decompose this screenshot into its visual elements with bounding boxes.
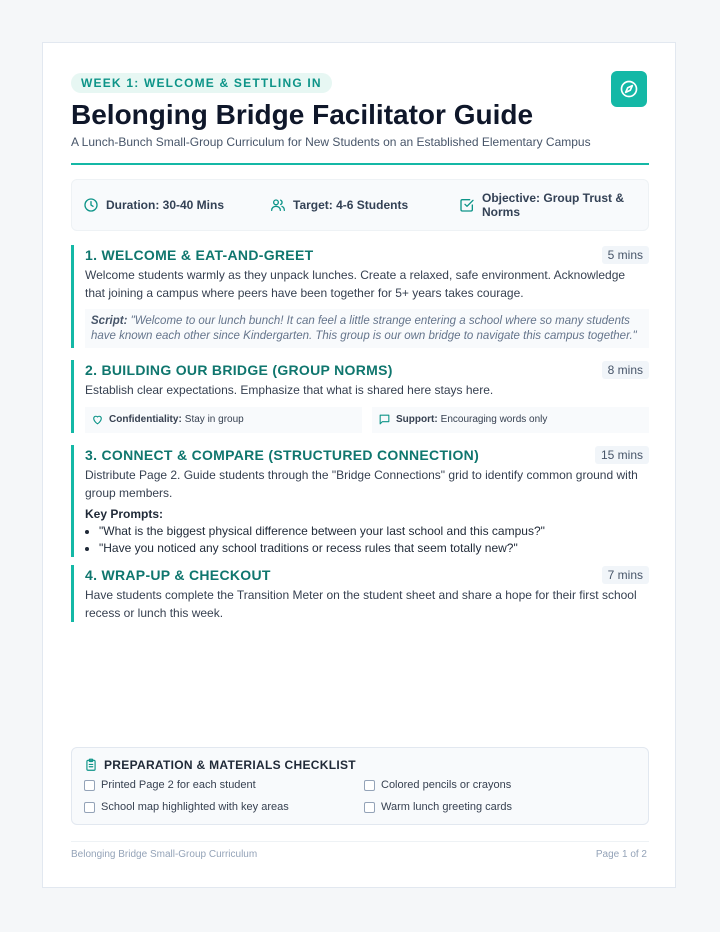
- checklist-heading: PREPARATION & MATERIALS CHECKLIST: [84, 758, 356, 772]
- checklist-item[interactable]: Printed Page 2 for each student: [84, 779, 256, 791]
- checklist-item[interactable]: Colored pencils or crayons: [364, 779, 511, 791]
- footer-title: Belonging Bridge Small-Group Curriculum: [71, 849, 258, 860]
- section-title: 2. BUILDING OUR BRIDGE (GROUP NORMS): [85, 362, 393, 378]
- list-item: • "What is the biggest physical difference between your last school and this campus?": [99, 523, 649, 540]
- checkbox[interactable]: [84, 802, 95, 813]
- heart-icon: [91, 413, 104, 426]
- norms-row: [85, 407, 649, 433]
- page-number: Page 1 of 2: [595, 849, 647, 860]
- section-norms: [71, 360, 649, 433]
- stat-target-label: Target: 4-6 Students: [293, 198, 409, 212]
- stat-objective: [459, 180, 624, 230]
- section-body: Distribute Page 2. Guide students through the "Bridge Connections" grid to identify common ground with group members.: [85, 468, 638, 500]
- checkbox[interactable]: [364, 802, 375, 813]
- list-item: • "Have you noticed any school traditions or recess rules that seem totally new?": [99, 540, 649, 557]
- checkbox[interactable]: [84, 780, 95, 791]
- message-icon: [378, 413, 391, 426]
- page-title: Belonging Bridge Facilitator Guide: [71, 99, 534, 130]
- section-title: 4. WRAP-UP & CHECKOUT: [85, 567, 271, 583]
- facilitator-script: Script: "Welcome to our lunch bunch! It can feel a little strange entering a school where so many students have known each other since Kindergarten. This group is our own bridge to navigate this campus together.": [85, 309, 649, 348]
- stat-duration: [83, 180, 224, 230]
- stat-duration-label: Duration: 30-40 Mins: [106, 198, 225, 212]
- materials-checklist: [71, 747, 649, 825]
- page-subtitle: A Lunch-Bunch Small-Group Curriculum for New Students on an Established Elementary Campus: [71, 135, 591, 149]
- checklist-item[interactable]: School map highlighted with key areas: [84, 801, 289, 813]
- stat-target: [270, 180, 408, 230]
- section-body: Have students complete the Transition Meter on the student sheet and share a hope for their first school recess or lunch this week.: [85, 588, 637, 620]
- guide-page: [42, 42, 676, 888]
- footer-divider: [71, 841, 649, 842]
- norm-confidentiality: Confidentiality: Stay in group: [85, 407, 362, 433]
- check-square-icon: [459, 197, 475, 213]
- title-divider: [71, 163, 649, 165]
- duration-badge: 8 mins: [602, 361, 649, 379]
- section-title: 1. WELCOME & EAT-AND-GREET: [85, 247, 314, 263]
- checkbox[interactable]: [364, 780, 375, 791]
- section-welcome: [71, 245, 649, 348]
- compass-icon: [619, 79, 639, 99]
- clipboard-icon: [84, 758, 98, 772]
- session-stats: [71, 179, 649, 231]
- section-connect: [71, 445, 649, 557]
- logo: [611, 71, 647, 107]
- users-icon: [270, 197, 286, 213]
- checklist-item[interactable]: Warm lunch greeting cards: [364, 801, 512, 813]
- stat-objective-label: Objective: Group Trust & Norms: [482, 191, 625, 219]
- week-badge: WEEK 1: WELCOME & SETTLING IN: [71, 73, 332, 93]
- clock-icon: [83, 197, 99, 213]
- prompts-heading: Key Prompts:: [85, 507, 164, 521]
- section-body: Welcome students warmly as they unpack lunches. Create a relaxed, safe environment. Acknowledge that joining a campus where peers have been together for 5+ years takes courage.: [85, 268, 626, 300]
- duration-badge: 5 mins: [602, 246, 649, 264]
- norm-support: Support: Encouraging words only: [372, 407, 649, 433]
- section-body: Establish clear expectations. Emphasize that what is shared here stays here.: [85, 383, 494, 397]
- duration-badge: 7 mins: [602, 566, 649, 584]
- duration-badge: 15 mins: [595, 446, 649, 464]
- prompts-list: [85, 523, 649, 557]
- section-title: 3. CONNECT & COMPARE (STRUCTURED CONNECTION): [85, 447, 480, 463]
- section-wrapup: [71, 565, 649, 622]
